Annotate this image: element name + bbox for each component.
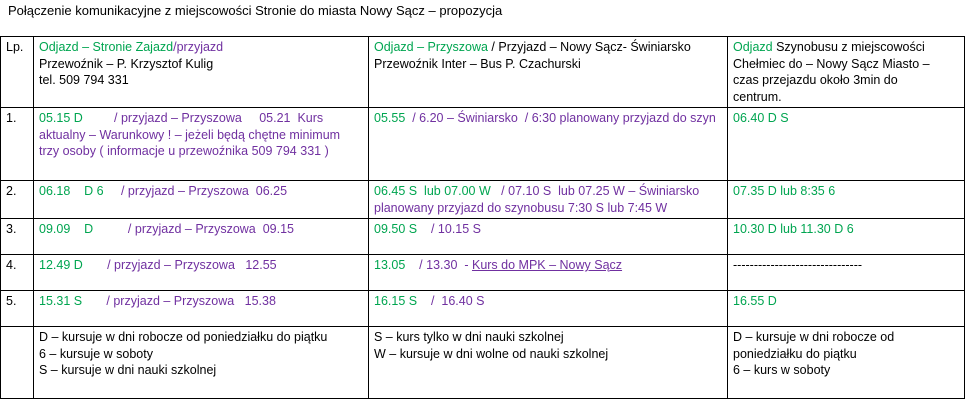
header-col3-text1: Szynobusu z miejscowości (772, 40, 925, 54)
header-row (1, 37, 965, 108)
header-col3-departure: Odjazd (733, 40, 773, 54)
arrival-info: / 6.20 – Świniarsko / 6:30 planowany przyjazd do szyn (405, 111, 716, 125)
departure-time: 12.49 D (39, 258, 83, 272)
legend-col1 (34, 327, 369, 399)
table-row (1, 219, 965, 255)
row-col2 (369, 291, 728, 327)
row-col3 (728, 291, 965, 327)
legend-item: D – kursuje w dni robocze od (733, 330, 895, 344)
row-col1 (34, 291, 369, 327)
departure-time: 09.09 D (39, 222, 94, 236)
header-col-przyszowa (369, 37, 728, 108)
row-lp: 3. (1, 219, 34, 255)
row-lp: 2. (1, 181, 34, 219)
no-train-dashes: ------------------------------- (733, 258, 863, 272)
row-col3 (728, 219, 965, 255)
departure-time: 09.50 S (374, 222, 418, 236)
arrival-info: / przyjazd – Przyszowa 09.15 (93, 222, 294, 236)
arrival-info: / przyjazd – Przyszowa 06.25 (103, 184, 288, 198)
legend-item: S – kursuje w dni nauki szkolnej (39, 363, 217, 377)
header-lp (1, 37, 34, 108)
row-col1 (34, 181, 369, 219)
departure-time: 13.05 (374, 258, 406, 272)
row-col2 (369, 181, 728, 219)
row-col1 (34, 255, 369, 291)
header-col-stronie (34, 37, 369, 108)
row-lp: 1. (1, 108, 34, 181)
header-col2-carrier: Przewoźnik Inter – Bus P. Czachurski (374, 56, 581, 71)
legend-item: S – kurs tylko w dni nauki szkolnej (374, 330, 564, 344)
arrival-info: / 10.15 S (417, 222, 482, 236)
row-lp: 4. (1, 255, 34, 291)
departure-time: 16.15 S (374, 294, 418, 308)
lp-label: Lp. (6, 40, 24, 54)
departure-time: 05.55 (374, 111, 406, 125)
arrival-info: / 07.10 S lub 07.25 W – Świniarsko planowany przyjazd do szynobusu 7:30 S lub 7:45 W (374, 184, 703, 215)
train-time: 16.55 D (733, 294, 777, 308)
legend-item: W – kursuje w dni wolne od nauki szkolnej (374, 346, 609, 361)
train-time: 06.40 D S (733, 111, 789, 125)
arrival-info: / przyjazd – Przyszowa 12.55 (82, 258, 277, 272)
timetable (0, 36, 965, 399)
train-time: 10.30 D lub 11.30 D 6 (733, 222, 854, 236)
header-col1-carrier: Przewoźnik – P. Krzysztof Kulig (39, 56, 214, 71)
arrival-info: / przyjazd – Przyszowa 15.38 (82, 294, 276, 308)
arrival-info: / 13.30 - (405, 258, 472, 272)
legend-col2 (369, 327, 728, 399)
row-col2 (369, 219, 728, 255)
header-col3-text2: Chełmiec do – Nowy Sącz Miasto – (733, 56, 930, 71)
table-row (1, 291, 965, 327)
departure-time: 05.15 D (39, 111, 83, 125)
table-row (1, 181, 965, 219)
mpk-course-link[interactable]: Kurs do MPK – Nowy Sącz (471, 258, 623, 272)
row-col3 (728, 181, 965, 219)
departure-time: 06.45 S lub 07.00 W (374, 184, 491, 198)
row-col1 (34, 219, 369, 255)
header-col3-text4: centrum. (733, 89, 782, 104)
departure-time: 15.31 S (39, 294, 83, 308)
arrival-info: / 16.40 S (417, 294, 485, 308)
row-col2 (369, 108, 728, 181)
legend-item: 6 – kursuje w soboty (39, 346, 153, 361)
row-col3 (728, 255, 965, 291)
arrival-info: / przyjazd – Przyszowa 05.21 Kurs aktualny – Warunkowy ! – jeżeli będą chętne minimum trzy osoby ( informacje u przewoźnika 509 794 331 ) (39, 111, 344, 158)
legend-col3 (728, 327, 965, 399)
legend-lp (1, 327, 34, 399)
header-col3-text3: czas przejazdu około 3min do (733, 73, 898, 87)
header-col-szynobus (728, 37, 965, 108)
header-col1-departure: Odjazd – Stronie Zajazd (39, 40, 174, 54)
train-time: 07.35 D lub 8:35 6 (733, 184, 836, 198)
row-col2 (369, 255, 728, 291)
row-col1 (34, 108, 369, 181)
legend-item: D – kursuje w dni robocze od poniedziałku do piątku (39, 330, 328, 344)
table-row (1, 255, 965, 291)
legend-item: 6 – kurs w soboty (733, 363, 831, 377)
document-title: Połączenie komunikacyjne z miejscowości Stronie do miasta Nowy Sącz – propozycja (8, 3, 503, 18)
legend-row (1, 327, 965, 399)
departure-time: 06.18 D 6 (39, 184, 104, 198)
legend-item: poniedziałku do piątku (733, 346, 857, 361)
header-col1-arrival: /przyjazd (173, 40, 224, 54)
row-lp: 5. (1, 291, 34, 327)
header-col2-departure: Odjazd – Przyszowa (374, 40, 488, 54)
table-row (1, 108, 965, 181)
header-col1-phone: tel. 509 794 331 (39, 73, 129, 87)
header-col2-arrival: / Przyjazd – Nowy Sącz- Świniarsko (487, 40, 691, 54)
row-col3 (728, 108, 965, 181)
